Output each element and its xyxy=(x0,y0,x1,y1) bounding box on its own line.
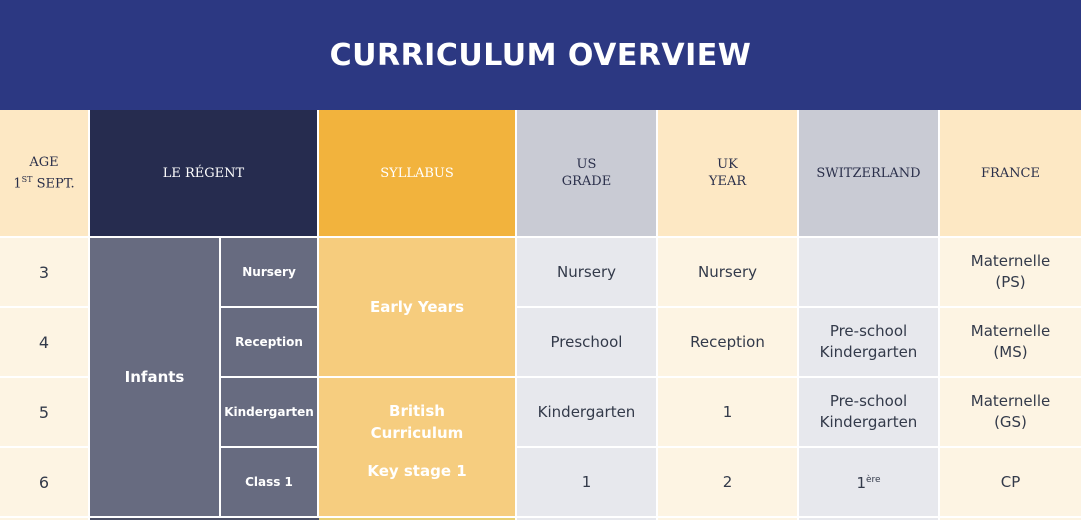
france-cell: Maternelle (GS) xyxy=(940,378,1081,448)
us-grade-cell: 1 xyxy=(517,448,658,518)
age-cell: 6 xyxy=(0,448,90,518)
regent-level: Reception xyxy=(221,308,319,378)
regent-level: Nursery xyxy=(221,238,319,308)
switzerland-cell: Pre-school Kindergarten xyxy=(799,308,940,378)
age-cell: 3 xyxy=(0,238,90,308)
page-title: CURRICULUM OVERVIEW xyxy=(329,37,752,73)
header-le-regent: LE RÉGENT xyxy=(90,110,319,238)
uk-year-cell: 1 xyxy=(658,378,799,448)
syllabus-british-curriculum: British Curriculum Key stage 1 xyxy=(319,378,517,518)
us-grade-cell: Nursery xyxy=(517,238,658,308)
syllabus-key-stage-1: Key stage 1 xyxy=(367,462,467,480)
uk-year-cell: 2 xyxy=(658,448,799,518)
header-france: FRANCE xyxy=(940,110,1081,238)
us-grade-cell: Kindergarten xyxy=(517,378,658,448)
switzerland-cell xyxy=(799,238,940,308)
france-cell: CP xyxy=(940,448,1081,518)
switzerland-cell: Pre-school Kindergarten xyxy=(799,378,940,448)
header-age: AGE 1ST SEPT. xyxy=(0,110,90,238)
switzerland-cell: 1ère xyxy=(799,448,940,518)
age-cell: 5 xyxy=(0,378,90,448)
uk-year-cell: Nursery xyxy=(658,238,799,308)
header-us-grade: US GRADE xyxy=(517,110,658,238)
france-cell: Maternelle (MS) xyxy=(940,308,1081,378)
header-syllabus: SYLLABUS xyxy=(319,110,517,238)
regent-level: Class 1 xyxy=(221,448,319,518)
age-cell: 4 xyxy=(0,308,90,378)
title-banner xyxy=(0,0,1081,110)
regent-level: Kindergarten xyxy=(221,378,319,448)
header-uk-year: UK YEAR xyxy=(658,110,799,238)
header-switzerland: SWITZERLAND xyxy=(799,110,940,238)
syllabus-early-years: Early Years xyxy=(319,238,517,378)
uk-year-cell: Reception xyxy=(658,308,799,378)
regent-group-infants: Infants xyxy=(90,238,221,518)
us-grade-cell: Preschool xyxy=(517,308,658,378)
france-cell: Maternelle (PS) xyxy=(940,238,1081,308)
